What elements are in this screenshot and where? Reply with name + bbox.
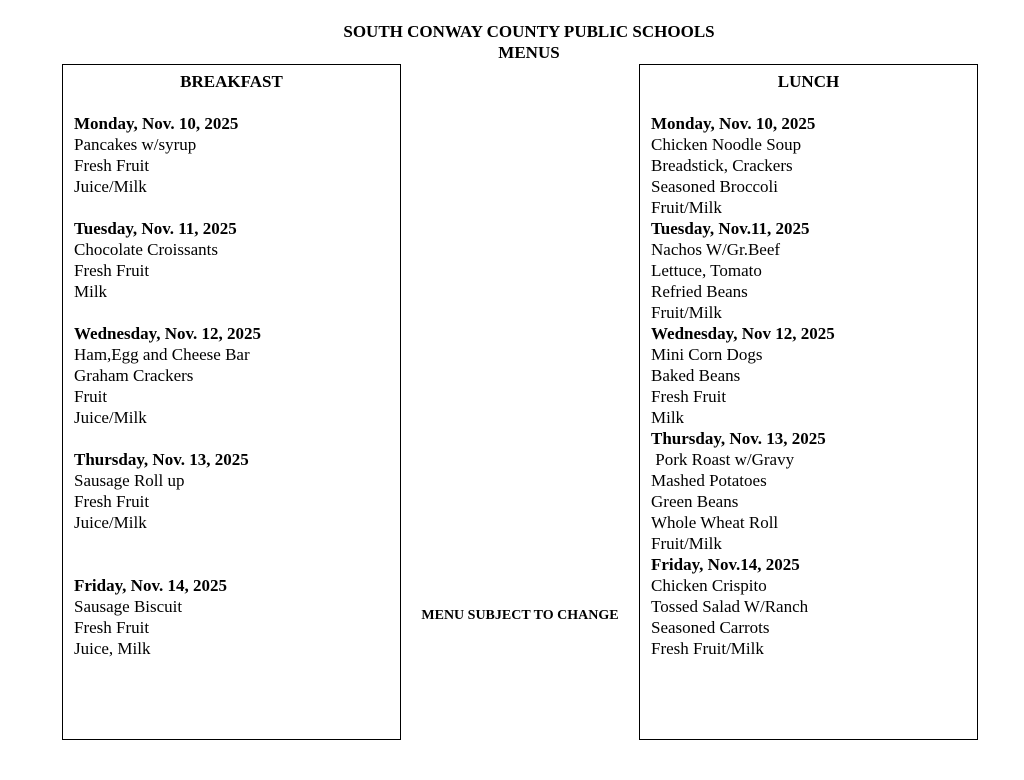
day-date: Thursday, Nov. 13, 2025 (651, 429, 826, 448)
menu-item: Fresh Fruit (74, 156, 150, 175)
menu-change-notice: MENU SUBJECT TO CHANGE (421, 608, 619, 623)
menu-item: Fruit/Milk (651, 534, 722, 553)
menu-item: Lettuce, Tomato (651, 261, 762, 280)
menu-item: Tossed Salad W/Ranch (651, 597, 809, 616)
menu-item: Green Beans (651, 492, 739, 511)
menu-item: Juice/Milk (74, 177, 147, 196)
menu-item: Mashed Potatoes (651, 471, 767, 490)
menu-item: Mini Corn Dogs (651, 345, 763, 364)
menu-item: Fresh Fruit (651, 387, 727, 406)
menu-item: Sausage Biscuit (74, 597, 183, 616)
breakfast-title: BREAKFAST (180, 72, 283, 91)
menu-item: Seasoned Carrots (651, 618, 770, 637)
menu-item: Seasoned Broccoli (651, 177, 778, 196)
menu-item: Milk (74, 282, 108, 301)
menu-item: Pork Roast w/Gravy (651, 450, 795, 469)
day-date: Tuesday, Nov. 11, 2025 (74, 219, 237, 238)
menu-item: Chicken Crispito (651, 576, 767, 595)
breakfast-panel (62, 64, 401, 740)
lunch-day-thursday (651, 428, 826, 554)
menu-item: Fresh Fruit (74, 618, 150, 637)
menu-item: Juice/Milk (74, 408, 147, 427)
day-date: Monday, Nov. 10, 2025 (651, 114, 816, 133)
lunch-day-tuesday (651, 218, 810, 323)
lunch-title: LUNCH (777, 72, 840, 91)
lunch-day-monday (651, 113, 815, 218)
breakfast-day-thursday (74, 449, 249, 533)
menu-item: Fruit/Milk (651, 198, 722, 217)
menu-item: Fresh Fruit/Milk (651, 639, 764, 658)
lunch-day-friday (651, 554, 808, 659)
menu-item: Whole Wheat Roll (651, 513, 779, 532)
menu-item: Fresh Fruit (74, 261, 150, 280)
day-date: Thursday, Nov. 13, 2025 (74, 450, 249, 469)
menu-item: Fresh Fruit (74, 492, 150, 511)
menu-item: Milk (651, 408, 685, 427)
district-title: SOUTH CONWAY COUNTY PUBLIC SCHOOLS (343, 22, 715, 41)
menu-item: Nachos W/Gr.Beef (651, 240, 781, 259)
menu-item: Breadstick, Crackers (651, 156, 793, 175)
menu-item: Juice/Milk (74, 513, 147, 532)
day-date: Monday, Nov. 10, 2025 (74, 114, 239, 133)
page-header (0, 21, 1024, 63)
menu-item: Juice, Milk (74, 639, 151, 658)
menu-item: Pancakes w/syrup (74, 135, 197, 154)
menu-item: Chicken Noodle Soup (651, 135, 802, 154)
day-date: Wednesday, Nov. 12, 2025 (74, 324, 262, 343)
menu-item: Refried Beans (651, 282, 748, 301)
breakfast-day-monday (74, 113, 238, 197)
lunch-panel (639, 64, 978, 740)
menu-item: Chocolate Croissants (74, 240, 219, 259)
lunch-day-wednesday (651, 323, 835, 428)
day-date: Friday, Nov. 14, 2025 (74, 576, 228, 595)
day-date: Friday, Nov.14, 2025 (651, 555, 800, 574)
breakfast-day-tuesday (74, 218, 237, 302)
day-date: Tuesday, Nov.11, 2025 (651, 219, 810, 238)
menu-item: Graham Crackers (74, 366, 194, 385)
menu-item: Baked Beans (651, 366, 741, 385)
breakfast-day-wednesday (74, 323, 261, 428)
menus-title: MENUS (498, 43, 560, 62)
day-date: Wednesday, Nov 12, 2025 (651, 324, 835, 343)
menu-item: Fruit/Milk (651, 303, 722, 322)
breakfast-day-friday (74, 575, 227, 659)
menu-item: Fruit (74, 387, 108, 406)
menu-item: Ham,Egg and Cheese Bar (74, 345, 250, 364)
menu-item: Sausage Roll up (74, 471, 185, 490)
